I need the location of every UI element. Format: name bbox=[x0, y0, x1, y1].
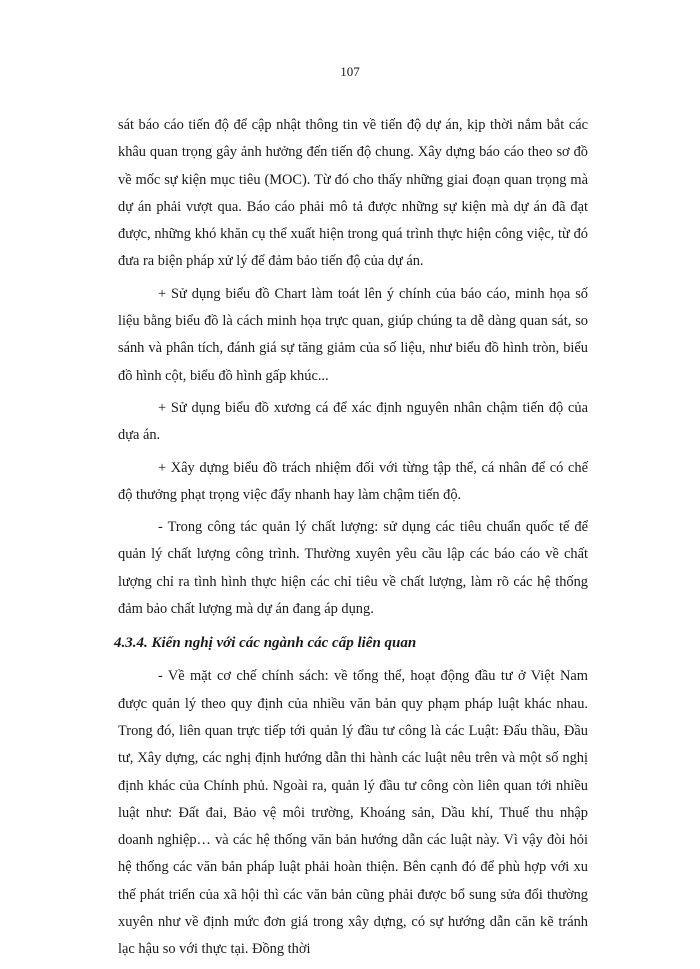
paragraph-progress-report: sát báo cáo tiến độ để cập nhật thông tin về tiến độ dự án, kịp thời nắm bắt các khâu quan trọng gây ảnh hưởng đến tiến độ chung. Xây dựng báo cáo theo sơ đồ về mốc sự kiện mục tiêu (MOC). Từ đó cho thấy những giai đoạn quan trọng mà dự án phải vượt qua. Báo cáo phải mô tả được những sự kiện mà dự án đã đạt được, những khó khăn cụ thể xuất hiện trong quá trình thực hiện công việc, từ đó đưa ra biện pháp xử lý để đảm bảo tiến độ của dự án. bbox=[118, 117, 588, 270]
paragraph-quality-management: - Trong công tác quản lý chất lượng: sử dụng các tiêu chuẩn quốc tế để quản lý chất lượng công trình. Thường xuyên yêu cầu lập các báo cáo về chất lượng chỉ ra tình hình thực hiện các chỉ tiêu về chất lượng, làm rõ các hệ thống đảm bảo chất lượng mà dự án đang áp dụng. bbox=[118, 519, 588, 618]
section-heading: 4.3.4. Kiến nghị với các ngành các cấp liên quan bbox=[114, 635, 417, 652]
paragraph-chart-usage: + Sử dụng biểu đồ Chart làm toát lên ý chính của báo cáo, minh họa số liệu bằng biểu đồ là cách minh họa trực quan, giúp chúng ta dễ dàng quan sát, so sánh và phân tích, đánh giá sự tăng giảm của số liệu, như biểu đồ hình tròn, biểu đồ hình cột, biểu đồ hình gấp khúc... bbox=[118, 285, 588, 384]
document-body bbox=[114, 112, 588, 969]
paragraph-fishbone-diagram: + Sử dụng biểu đồ xương cá để xác định nguyên nhân chậm tiến độ của dựa án. bbox=[118, 399, 588, 444]
paragraph-responsibility-chart: + Xây dựng biểu đồ trách nhiệm đối với từng tập thể, cá nhân để có chế độ thưởng phạt trọng việc đẩy nhanh hay làm chậm tiến độ. bbox=[118, 459, 588, 503]
paragraph-policy-mechanism: - Về mặt cơ chế chính sách: về tổng thể, hoạt động đầu tư ở Việt Nam được quản lý theo quy định của nhiều văn bản quy phạm pháp luật khác nhau. Trong đó, liên quan trực tiếp tới quản lý đầu tư công là các Luật: Đấu thầu, Đầu tư, Xây dựng, các nghị định hướng dẫn thi hành các luật nêu trên và một số nghị định khác của Chính phủ. Ngoài ra, quản lý đầu tư công còn liên quan tới nhiều luật như: Đất đai, Bảo vệ môi trường, Khoáng sản, Dầu khí, Thuế thu nhập doanh nghiệp… và các hệ thống văn bản hướng dẫn các luật này. Vì vậy đòi hỏi hệ thống các văn bản pháp luật phải hoàn thiện. Bên cạnh đó để phù hợp với xu thế phát triển của xã hội thì các văn bản cũng phải được bổ sung sửa đổi thường xuyên như về định mức đơn giá trong xây dựng, có sự hướng dẫn căn kẽ tránh lạc hậu so với thực tại. Đồng thời bbox=[118, 668, 588, 958]
page-number: 107 bbox=[340, 64, 360, 79]
